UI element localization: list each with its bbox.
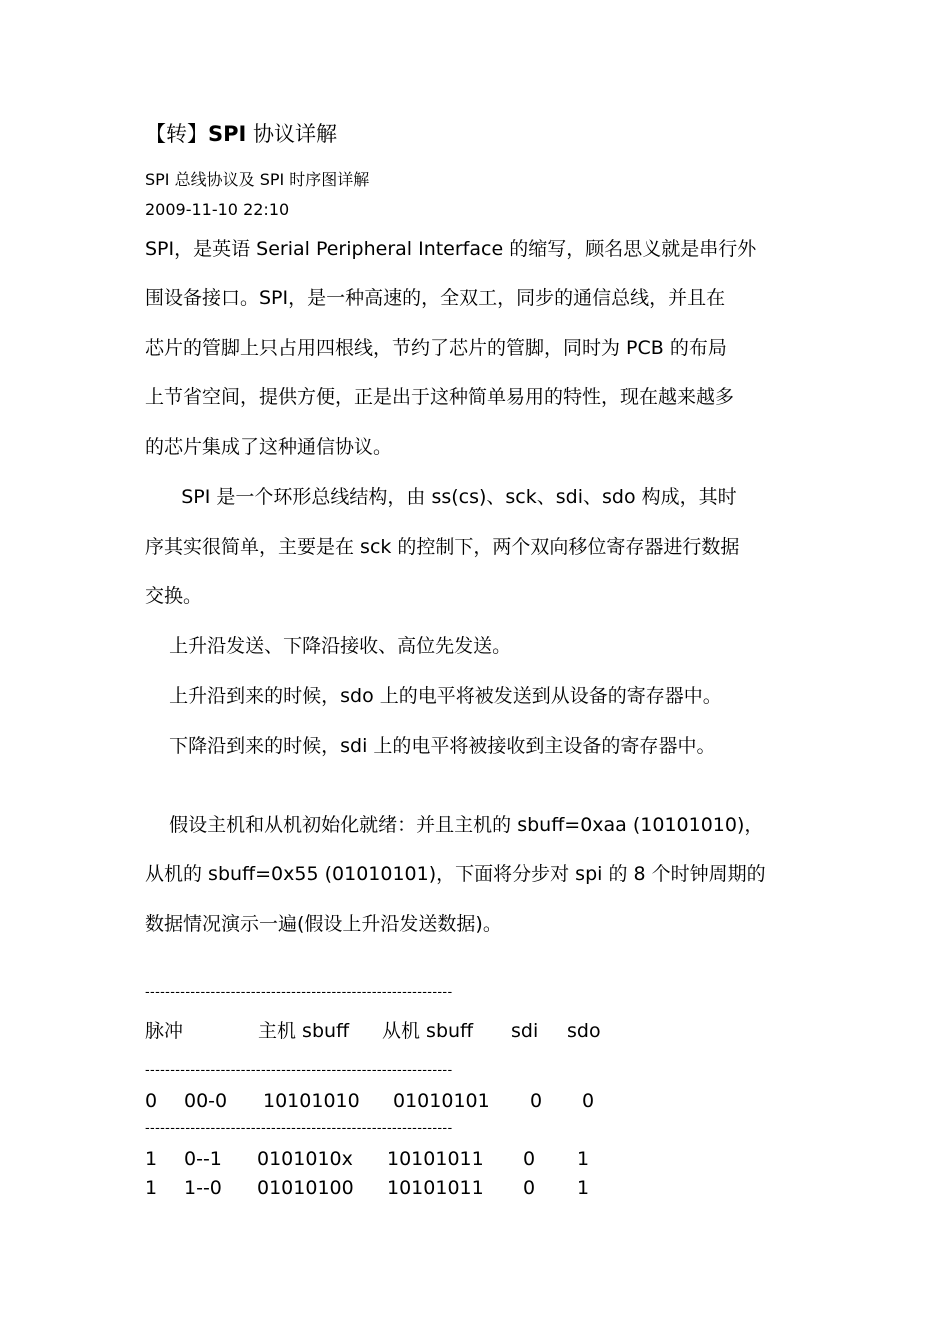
header-pulse: 脉冲 [145,1020,184,1042]
paragraph-1-line-4: 上节省空间，提供方便，正是出于这种简单易用的特性，现在越来越多 [145,386,735,408]
cell-sdo: 1 [577,1148,590,1170]
cell-master-sbuff: 0101010x [257,1148,353,1170]
paragraph-2-line-1: SPI 是一个环形总线结构，由 ss(cs)、sck、sdi、sdo 构成，其时 [145,486,737,508]
paragraph-1-line-3: 芯片的管脚上只占用四根线，节约了芯片的管脚，同时为 PCB 的布局 [145,337,727,359]
cell-sdi: 0 [530,1090,543,1112]
paragraph-3-line-1: 假设主机和从机初始化就绪：并且主机的 sbuff=0xaa (10101010)， [145,814,764,836]
cell-slave-sbuff: 10101011 [387,1148,484,1170]
title-suffix: 协议详解 [246,122,338,146]
rule-rising-edge-sdo: 上升沿到来的时候，sdo 上的电平将被发送到从设备的寄存器中。 [145,685,722,707]
paragraph-2-line-2: 序其实很简单，主要是在 sck 的控制下，两个双向移位寄存器进行数据 [145,536,740,558]
header-sdi: sdi [511,1020,539,1042]
document-subtitle: SPI 总线协议及 SPI 时序图详解 [145,170,370,189]
cell-step: 00-0 [184,1090,228,1112]
table-separator-top: ------------------------------------------------------------- [145,985,453,1000]
document-date: 2009-11-10 22:10 [145,200,290,219]
cell-pulse: 1 [145,1148,158,1170]
paragraph-1-line-1: SPI，是英语 Serial Peripheral Interface 的缩写，顾名思义就是串行外 [145,238,757,260]
rule-falling-edge-sdi: 下降沿到来的时候，sdi 上的电平将被接收到主设备的寄存器中。 [145,735,716,757]
cell-master-sbuff: 01010100 [257,1177,354,1199]
cell-step: 1--0 [184,1177,222,1199]
table-separator-row: ------------------------------------------------------------- [145,1121,453,1136]
cell-pulse: 0 [145,1090,158,1112]
title-bold: SPI [208,122,247,146]
paragraph-3-line-2: 从机的 sbuff=0x55 (01010101)，下面将分步对 spi 的 8 个时钟周期的 [145,863,766,885]
cell-slave-sbuff: 10101011 [387,1177,484,1199]
cell-pulse: 1 [145,1177,158,1199]
header-slave-sbuff: 从机 sbuff [382,1020,474,1042]
cell-master-sbuff: 10101010 [263,1090,360,1112]
cell-sdo: 1 [577,1177,590,1199]
document-title [145,119,337,149]
header-sdo: sdo [567,1020,601,1042]
paragraph-2-line-3: 交换。 [145,585,203,607]
cell-step: 0--1 [184,1148,222,1170]
cell-slave-sbuff: 01010101 [393,1090,490,1112]
paragraph-1-line-5: 的芯片集成了这种通信协议。 [145,436,393,458]
rule-rising-edge-summary: 上升沿发送、下降沿接收、高位先发送。 [145,635,512,657]
cell-sdo: 0 [582,1090,595,1112]
table-separator-header: ------------------------------------------------------------- [145,1063,453,1078]
title-prefix: 【转】 [145,122,208,146]
header-master-sbuff: 主机 sbuff [258,1020,350,1042]
paragraph-3-line-3: 数据情况演示一遍(假设上升沿发送数据)。 [145,913,502,935]
paragraph-1-line-2: 围设备接口。SPI，是一种高速的，全双工，同步的通信总线，并且在 [145,287,726,309]
cell-sdi: 0 [523,1177,536,1199]
cell-sdi: 0 [523,1148,536,1170]
